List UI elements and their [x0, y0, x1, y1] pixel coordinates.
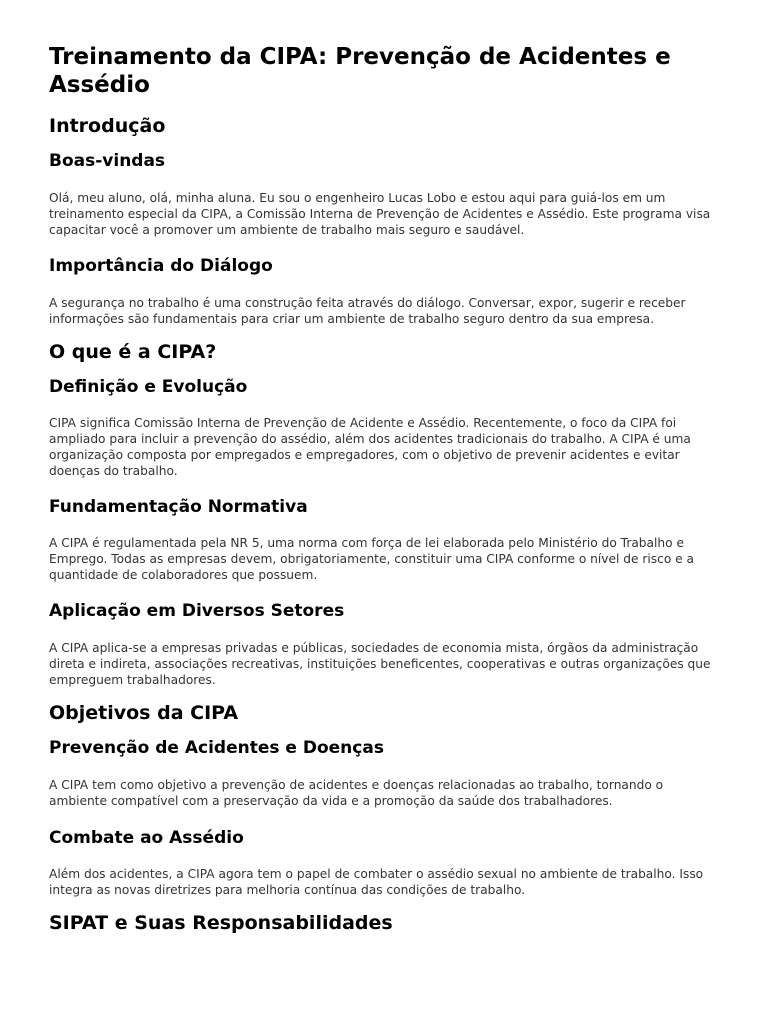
subsection-heading-boas-vindas: Boas-vindas: [49, 151, 166, 171]
document-title: Treinamento da CIPA: Prevenção de Acidentes e Assédio: [49, 44, 671, 98]
section-heading-sipat: SIPAT e Suas Responsabilidades: [49, 912, 393, 934]
paragraph-prevencao-acidentes: A CIPA tem como objetivo a prevenção de acidentes e doenças relacionadas ao trabalho, tornando o ambiente compatível com a preservação da vida e a promoção da saúde dos trabalhadores.: [49, 778, 664, 808]
paragraph-aplicacao-setores: A CIPA aplica-se a empresas privadas e públicas, sociedades de economia mista, órgãos da administração direta e indireta, associações recreativas, instituições beneficentes, cooperativas e outras organizações que empreguem trabalhadores.: [49, 641, 711, 687]
subsection-heading-importancia-dialogo: Importância do Diálogo: [49, 256, 273, 276]
subsection-heading-fundamentacao-normativa: Fundamentação Normativa: [49, 497, 308, 517]
section-heading-o-que-e-cipa: O que é a CIPA?: [49, 341, 217, 363]
paragraph-boas-vindas: Olá, meu aluno, olá, minha aluna. Eu sou o engenheiro Lucas Lobo e estou aqui para guiá-los em um treinamento especial da CIPA, a Comissão Interna de Prevenção de Acidentes e Assédio. Este programa visa capacitar você a promover um ambiente de trabalho mais seguro e saudável.: [49, 191, 711, 237]
subsection-heading-aplicacao-setores: Aplicação em Diversos Setores: [49, 601, 345, 621]
section-heading-objetivos-cipa: Objetivos da CIPA: [49, 702, 239, 724]
subsection-heading-combate-assedio: Combate ao Assédio: [49, 828, 244, 848]
paragraph-fundamentacao-normativa: A CIPA é regulamentada pela NR 5, uma norma com força de lei elaborada pelo Ministério do Trabalho e Emprego. Todas as empresas devem, obrigatoriamente, constituir uma CIPA conforme o nível de risco e a quantidade de colaboradores que possuem.: [49, 536, 694, 582]
section-heading-introducao: Introdução: [49, 115, 166, 137]
paragraph-combate-assedio: Além dos acidentes, a CIPA agora tem o papel de combater o assédio sexual no ambiente de trabalho. Isso integra as novas diretrizes para melhoria contínua das condições de trabalho.: [49, 867, 704, 897]
paragraph-importancia-dialogo: A segurança no trabalho é uma construção feita através do diálogo. Conversar, expor, sugerir e receber informações são fundamentais para criar um ambiente de trabalho seguro dentro da sua empresa.: [49, 296, 686, 326]
subsection-heading-definicao-evolucao: Definição e Evolução: [49, 377, 248, 397]
paragraph-definicao-evolucao: CIPA significa Comissão Interna de Prevenção de Acidente e Assédio. Recentemente, o foco da CIPA foi ampliado para incluir a prevenção do assédio, além dos acidentes tradicionais do trabalho. A CIPA é uma organização composta por empregados e empregadores, com o objetivo de prevenir acidentes e evitar doenças do trabalho.: [49, 416, 691, 478]
subsection-heading-prevencao-acidentes: Prevenção de Acidentes e Doenças: [49, 738, 384, 758]
